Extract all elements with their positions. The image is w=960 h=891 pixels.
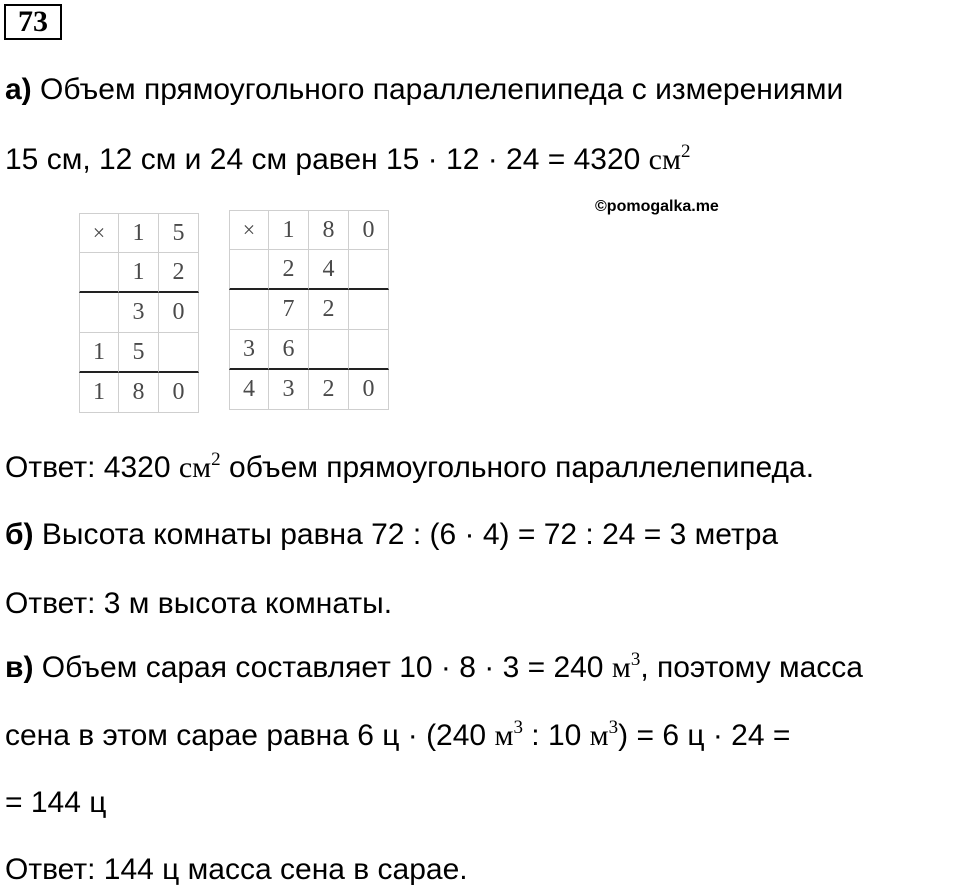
part-a-line1 xyxy=(5,72,843,108)
part-c-line3: = 144 ц xyxy=(5,786,107,819)
column-multiplication-2 xyxy=(229,210,389,410)
part-a-unit: см xyxy=(648,143,681,176)
part-a-text2: 15 см, 12 см и 24 см равен 15 · 12 · 24 = 4320 xyxy=(5,143,649,176)
digit-cell: 2 xyxy=(269,250,309,290)
digit-cell: 4 xyxy=(229,370,269,410)
part-c-exp1: 3 xyxy=(630,649,641,670)
digit-cell: 0 xyxy=(349,370,389,410)
digit-cell: 1 xyxy=(79,333,119,373)
part-c-line2 xyxy=(5,718,790,754)
digit-cell: 1 xyxy=(79,373,119,413)
digit-cell: 0 xyxy=(159,293,199,333)
digit-cell xyxy=(349,250,389,290)
part-c-text1b: , поэтому масса xyxy=(640,651,863,684)
part-a-line2 xyxy=(5,142,690,178)
part-a-label: а) xyxy=(5,73,32,106)
digit-cell: 3 xyxy=(119,293,159,333)
digit-cell xyxy=(159,333,199,373)
digit-cell: 2 xyxy=(159,253,199,293)
digit-cell: 4 xyxy=(309,250,349,290)
digit-cell: 2 xyxy=(309,370,349,410)
part-b-text1: Высота комнаты равна 72 : (6 · 4) = 72 : 24 = 3 метра xyxy=(33,518,779,551)
digit-cell: 6 xyxy=(269,330,309,370)
part-a-answer xyxy=(5,450,814,486)
digit-cell: 8 xyxy=(309,210,349,250)
part-c-unit3: м xyxy=(589,719,609,752)
digit-cell xyxy=(229,290,269,330)
part-c-exp2: 3 xyxy=(513,717,523,738)
part-c-exp3: 3 xyxy=(608,717,619,738)
part-c-label: в) xyxy=(5,651,34,684)
multiply-sign: × xyxy=(229,210,269,250)
watermark: ©pomogalka.me xyxy=(595,198,719,215)
part-c-line1 xyxy=(5,650,863,686)
digit-cell xyxy=(309,330,349,370)
part-b-label: б) xyxy=(5,518,34,551)
digit-cell: 3 xyxy=(229,330,269,370)
digit-cell xyxy=(349,330,389,370)
digit-cell: 1 xyxy=(119,213,159,253)
part-a-exp: 2 xyxy=(680,141,691,162)
digit-cell: 0 xyxy=(349,210,389,250)
digit-cell: 3 xyxy=(269,370,309,410)
column-multiplication-1 xyxy=(79,213,199,413)
digit-cell: 8 xyxy=(119,373,159,413)
task-number: 73 xyxy=(4,4,62,40)
part-a-answer-unit: см xyxy=(178,451,212,484)
part-c-text2b: : 10 xyxy=(522,719,590,752)
part-b-line1 xyxy=(5,517,778,553)
digit-cell xyxy=(79,253,119,293)
digit-cell: 2 xyxy=(309,290,349,330)
digit-cell: 5 xyxy=(119,333,159,373)
digit-cell xyxy=(79,293,119,333)
part-a-text1: Объем прямоугольного параллелепипеда с измерениями xyxy=(40,73,844,106)
part-a-answer-suffix: объем прямоугольного параллелепипеда. xyxy=(220,451,815,484)
part-c-text2c: ) = 6 ц · 24 = xyxy=(618,719,791,752)
part-a-answer-prefix: Ответ: 4320 xyxy=(5,451,179,484)
part-c-text1a: Объем сарая составляет 10 · 8 · 3 = 240 xyxy=(33,651,612,684)
part-c-unit1: м xyxy=(611,651,631,684)
digit-cell xyxy=(349,290,389,330)
part-c-answer: Ответ: 144 ц масса сена в сарае. xyxy=(5,853,468,886)
multiply-sign: × xyxy=(79,213,119,253)
digit-cell: 7 xyxy=(269,290,309,330)
part-c-text2a: сена в этом сарае равна 6 ц · (240 xyxy=(5,719,495,752)
part-b-answer: Ответ: 3 м высота комнаты. xyxy=(5,587,393,620)
digit-cell: 1 xyxy=(119,253,159,293)
digit-cell: 1 xyxy=(269,210,309,250)
part-c-unit2: м xyxy=(494,719,514,752)
digit-cell: 5 xyxy=(159,213,199,253)
digit-cell xyxy=(229,250,269,290)
part-a-answer-exp: 2 xyxy=(211,449,221,470)
digit-cell: 0 xyxy=(159,373,199,413)
